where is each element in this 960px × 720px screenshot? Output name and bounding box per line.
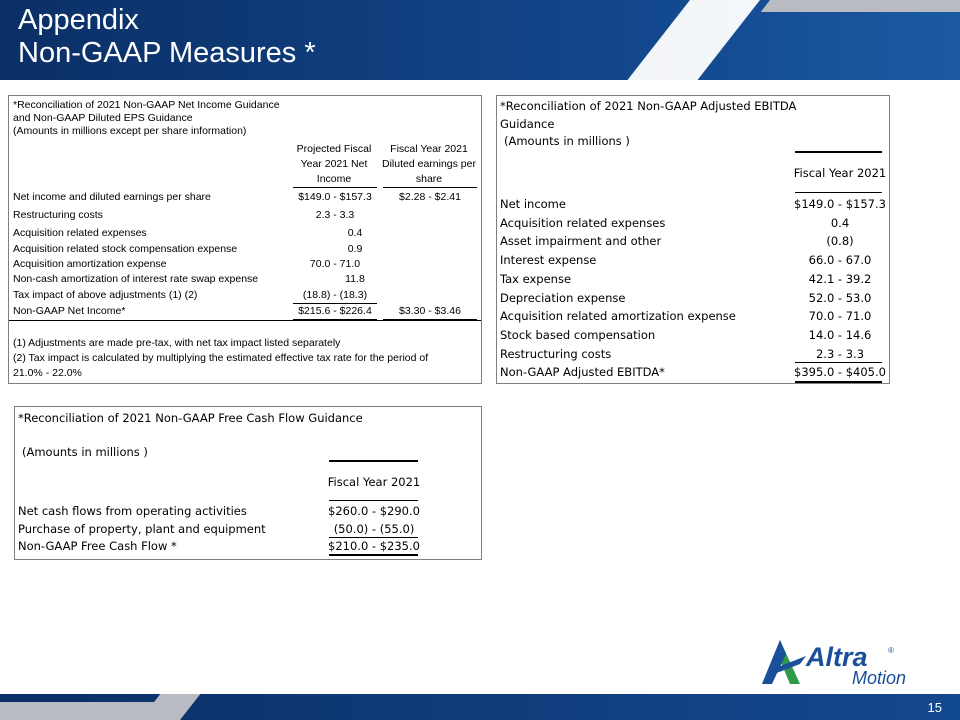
header-white-stripe <box>620 0 760 80</box>
column-header-line: Year 2021 Net <box>300 158 368 170</box>
table-cell: 2.3 - 3.3 <box>315 209 355 221</box>
logo-word-motion: Motion <box>852 668 907 688</box>
table-cell: $149.0 - $157.3 <box>298 191 372 203</box>
table-cell: 66.0 - 67.0 <box>808 253 872 267</box>
table-row-label: Net income <box>500 197 566 211</box>
table-row-label: Acquisition related amortization expense <box>500 309 736 323</box>
table-heading: *Reconciliation of 2021 Non-GAAP Free Cash Flow Guidance <box>18 411 363 425</box>
table-cell: 70.0 - 71.0 <box>808 309 872 323</box>
column-rule <box>329 460 418 462</box>
column-header: Fiscal Year 2021 <box>327 475 421 489</box>
table-cell: 0.9 <box>347 243 363 255</box>
table-row-label: Acquisition related expenses <box>500 216 666 230</box>
table-row-label: Acquisition related stock compensation expense <box>13 243 238 255</box>
table-cell: $215.6 - $226.4 <box>298 305 372 317</box>
table-cell: 0.4 <box>830 216 850 230</box>
table-subheading: (Amounts in millions except per share information) <box>13 125 247 137</box>
subtotal-rule <box>329 537 418 538</box>
free-cash-flow-table <box>14 406 482 560</box>
table-row-label: Acquisition related expenses <box>13 227 147 239</box>
table-cell: (50.0) - (55.0) <box>333 522 415 536</box>
table-cell: 0.4 <box>347 227 363 239</box>
table-row-label: Restructuring costs <box>500 347 612 361</box>
table-cell: 42.1 - 39.2 <box>808 272 872 286</box>
table-cell: $3.30 - $3.46 <box>399 305 461 317</box>
table-row-label: Net cash flows from operating activities <box>18 504 247 518</box>
column-header-line: Fiscal Year 2021 <box>390 143 468 155</box>
table-row-label: Tax impact of above adjustments (1) (2) <box>13 289 198 301</box>
table-heading: Guidance <box>500 117 555 131</box>
table-cell: 14.0 - 14.6 <box>808 328 872 342</box>
table-row-label: Interest expense <box>500 253 597 267</box>
table-cell: $210.0 - $235.0 <box>328 539 420 553</box>
table-cell: $2.28 - $2.41 <box>399 191 461 203</box>
logo-word-altra: Altra <box>806 642 868 672</box>
table-cell: 70.0 - 71.0 <box>309 258 361 270</box>
table-row-label: Acquisition amortization expense <box>13 258 167 270</box>
footer-gray-slant <box>140 694 200 720</box>
double-rule <box>293 319 377 321</box>
column-header <box>291 142 377 187</box>
column-header-line: Diluted earnings per <box>382 158 476 170</box>
column-header-line: Projected Fiscal <box>296 143 372 155</box>
table-cell: (0.8) <box>826 234 854 248</box>
title-line-1: Appendix <box>18 4 139 36</box>
slide-title <box>18 4 316 70</box>
table-heading: *Reconciliation of 2021 Non-GAAP Adjusted EBITDA <box>500 99 797 113</box>
subtotal-rule <box>293 303 377 304</box>
altra-motion-logo <box>760 636 920 690</box>
title-line-2: Non-GAAP Measures * <box>18 37 316 69</box>
double-rule <box>329 554 418 556</box>
table-cell: 52.0 - 53.0 <box>808 291 872 305</box>
table-row-label: Non-GAAP Free Cash Flow * <box>18 539 177 553</box>
table-cell: 2.3 - 3.3 <box>815 347 865 361</box>
column-header <box>381 142 477 187</box>
table-heading: and Non-GAAP Diluted EPS Guidance <box>13 112 193 124</box>
table-row-label: Non-GAAP Net Income* <box>13 305 126 317</box>
table-cell: 11.8 <box>345 273 365 285</box>
table-cell: $260.0 - $290.0 <box>328 504 420 518</box>
footnote: 21.0% - 22.0% <box>13 367 82 379</box>
footnote: (1) Adjustments are made pre-tax, with net tax impact listed separately <box>13 337 341 349</box>
table-row-label: Restructuring costs <box>13 209 103 221</box>
table-cell: $149.0 - $157.3 <box>794 197 886 211</box>
altra-mark-icon <box>760 636 808 690</box>
table-row-label: Depreciation expense <box>500 291 626 305</box>
header-gray-stripe <box>761 0 960 12</box>
footer-gray-band <box>0 702 160 720</box>
table-row-label: Purchase of property, plant and equipment <box>18 522 266 536</box>
column-header-line: share <box>415 173 443 185</box>
column-rule <box>795 192 882 193</box>
slide-footer <box>0 694 960 720</box>
table-cell: (18.8) - (18.3) <box>302 289 368 301</box>
page-number: 15 <box>927 700 942 715</box>
table-row-label: Non-cash amortization of interest rate swap expense <box>13 273 259 285</box>
table-row-label: Non-GAAP Adjusted EBITDA* <box>500 365 665 379</box>
table-row-label: Asset impairment and other <box>500 234 662 248</box>
footnote: (2) Tax impact is calculated by multiplying the estimated effective tax rate for the period of <box>13 352 429 364</box>
net-income-eps-table <box>8 95 482 384</box>
logo-registered-mark: ® <box>888 646 894 655</box>
table-row-label: Stock based compensation <box>500 328 656 342</box>
column-rule <box>329 500 418 501</box>
column-rule <box>383 187 477 188</box>
column-header-line: Income <box>316 173 352 185</box>
table-row-label: Net income and diluted earnings per share <box>13 191 211 203</box>
subtotal-rule <box>795 362 882 363</box>
double-rule <box>795 381 882 383</box>
table-subheading: (Amounts in millions ) <box>504 134 630 148</box>
column-header: Fiscal Year 2021 <box>793 166 887 180</box>
table-cell: $395.0 - $405.0 <box>794 365 886 379</box>
column-rule <box>293 187 377 188</box>
slide-header <box>0 0 960 80</box>
table-row-label: Tax expense <box>500 272 572 286</box>
column-rule <box>795 151 882 153</box>
adjusted-ebitda-table <box>496 95 890 384</box>
double-rule <box>383 319 477 321</box>
table-subheading: (Amounts in millions ) <box>22 445 148 459</box>
table-heading: *Reconciliation of 2021 Non-GAAP Net Income Guidance <box>13 99 280 111</box>
